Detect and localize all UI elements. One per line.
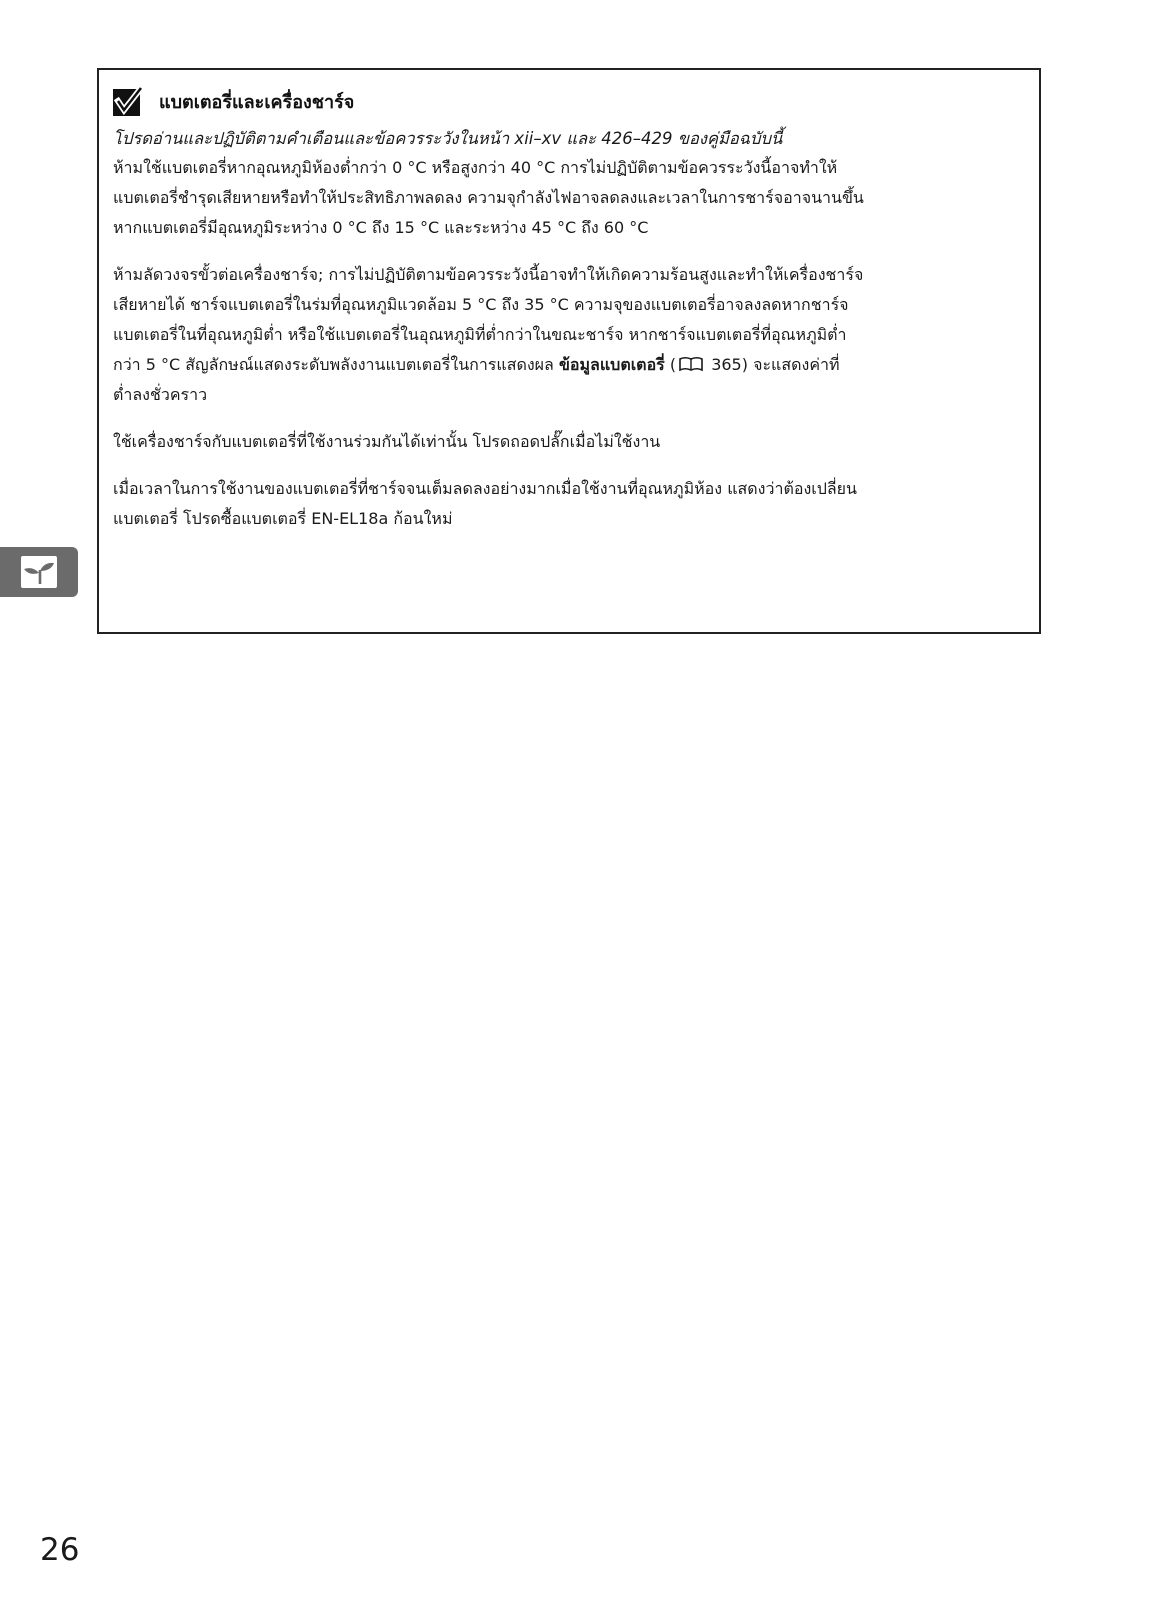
book-icon xyxy=(678,356,704,372)
paragraph-compatibility xyxy=(113,427,1021,457)
caution-note xyxy=(97,68,1041,634)
text-line: แบตเตอรี่ชำรุดเสียหายหรือทำให้ประสิทธิภาพลดลง ความจุกำลังไฟอาจลดลงและเวลาในการชาร์จอาจนานขึ้น xyxy=(113,188,864,207)
paragraph-charger xyxy=(113,260,1021,410)
page-number: 26 xyxy=(40,1532,80,1568)
text-line: แบตเตอรี่ในที่อุณหภูมิต่ำ หรือใช้แบตเตอรี่ในอุณหภูมิที่ต่ำกว่าในขณะชาร์จ หากชาร์จแบตเตอรี่ที่อุณหภูมิต่ำ xyxy=(113,325,847,344)
text-line: ห้ามใช้แบตเตอรี่หากอุณหภูมิห้องต่ำกว่า 0 °C หรือสูงกว่า 40 °C การไม่ปฏิบัติตามข้อควรระวังนี้อาจทำให้ xyxy=(113,158,838,177)
note-title: แบตเตอรี่และเครื่องชาร์จ xyxy=(159,91,355,113)
text-line: หากแบตเตอรี่มีอุณหภูมิระหว่าง 0 °C ถึง 15 °C และระหว่าง 45 °C ถึง 60 °C xyxy=(113,218,649,237)
text-line: เสียหายได้ ชาร์จแบตเตอรี่ในร่มที่อุณหภูมิแวดล้อม 5 °C ถึง 35 °C ความจุของแบตเตอรี่อาจลงลดหากชาร์จ xyxy=(113,295,849,314)
text-fragment: กว่า 5 °C สัญลักษณ์แสดงระดับพลังงานแบตเตอรี่ในการแสดงผล xyxy=(113,355,559,374)
sprout-icon xyxy=(19,554,59,590)
text-line: ใช้เครื่องชาร์จกับแบตเตอรี่ที่ใช้งานร่วมกันได้เท่านั้น โปรดถอดปลั๊กเมื่อไม่ใช้งาน xyxy=(113,432,661,451)
text-line-with-reference xyxy=(113,350,1021,380)
text-line: ห้ามลัดวงจรขั้วต่อเครื่องชาร์จ; การไม่ปฏิบัติตามข้อควรระวังนี้อาจทำให้เกิดความร้อนสูงและทำให้เครื่องชาร์จ xyxy=(113,265,864,284)
paragraph-temperature xyxy=(113,153,1021,243)
paragraph-replacement xyxy=(113,474,1021,534)
text-fragment: ( xyxy=(664,355,677,374)
page-reference: 365) จะแสดงค่าที่ xyxy=(706,355,840,374)
text-line: ต่ำลงชั่วคราว xyxy=(113,385,208,404)
note-subtitle: โปรดอ่านและปฏิบัติตามคำเตือนและข้อควรระวังในหน้า xii–xv และ 426–429 ของคู่มือฉบับนี้ xyxy=(113,129,783,148)
section-tab xyxy=(0,547,78,597)
note-header xyxy=(113,84,1021,118)
text-line: แบตเตอรี่ โปรดซื้อแบตเตอรี่ EN-EL18a ก้อนใหม่ xyxy=(113,509,453,528)
check-icon xyxy=(113,86,143,116)
text-line: เมื่อเวลาในการใช้งานของแบตเตอรี่ที่ชาร์จจนเต็มลดลงอย่างมากเมื่อใช้งานที่อุณหภูมิห้อง แสดงว่าต้องเปลี่ยน xyxy=(113,479,857,498)
battery-info-term: ข้อมูลแบตเตอรี่ xyxy=(558,355,665,374)
